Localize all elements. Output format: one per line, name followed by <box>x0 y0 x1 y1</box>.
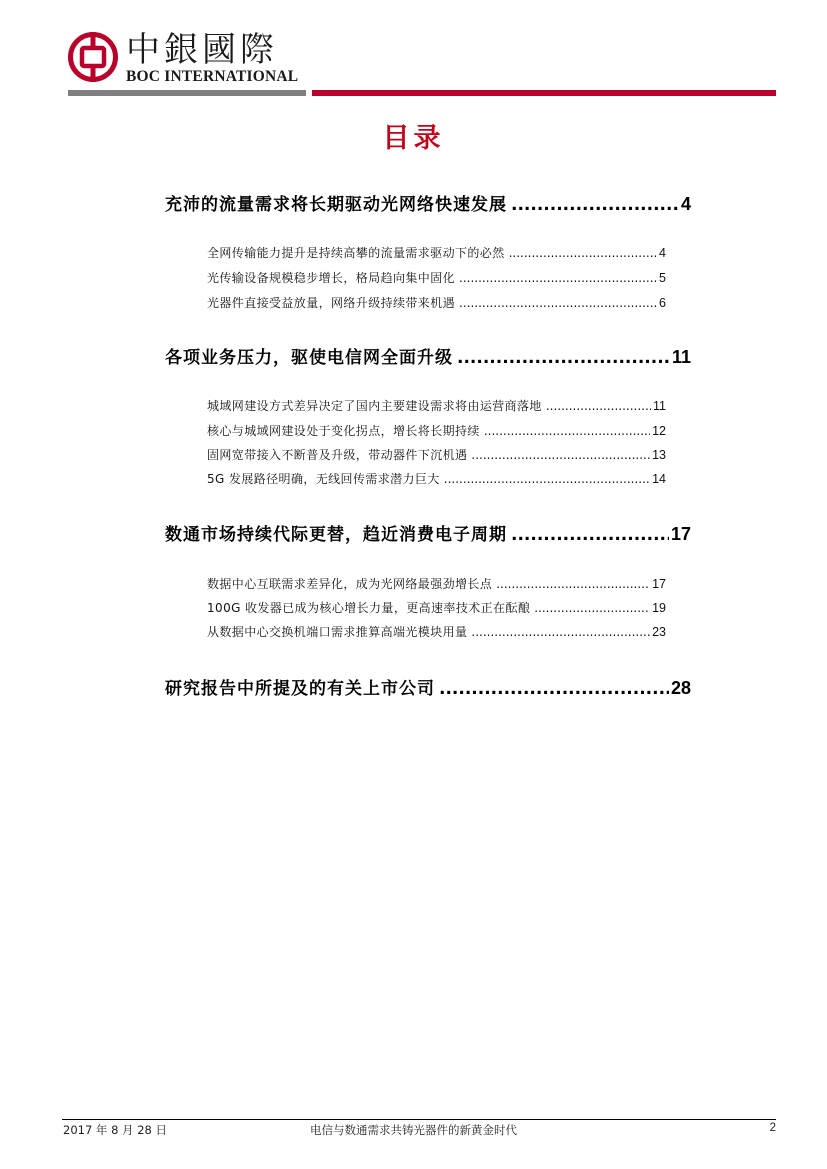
logo-chinese-name: 中銀國際 <box>126 30 278 70</box>
toc-section-title: 充沛的流量需求将长期驱动光网络快速发展 <box>165 195 507 215</box>
footer-rule <box>62 1119 776 1120</box>
dot-leader <box>511 525 669 545</box>
toc-item-2-3[interactable] <box>207 446 666 463</box>
toc-item-2-4[interactable] <box>207 470 666 487</box>
toc-item-page: 6 <box>659 296 666 310</box>
toc-section-2[interactable] <box>165 343 691 368</box>
dot-leader <box>459 296 657 310</box>
toc-item-1-1[interactable] <box>207 244 666 261</box>
toc-section-page: 28 <box>670 678 691 698</box>
toc-item-2-2[interactable] <box>207 422 666 439</box>
toc-section-1[interactable] <box>165 190 691 215</box>
toc-item-page: 11 <box>653 399 666 413</box>
dot-leader <box>509 246 657 260</box>
dot-leader <box>457 348 670 368</box>
footer-document-title: 电信与数通需求共铸光器件的新黄金时代 <box>310 1123 517 1137</box>
dot-leader <box>534 601 650 615</box>
toc-section-title: 研究报告中所提及的有关上市公司 <box>165 679 435 699</box>
toc-item-1-3[interactable] <box>207 294 666 311</box>
toc-item-title: 固网宽带接入不断普及升级，带动器件下沉机遇 <box>207 448 468 462</box>
toc-item-title: 数据中心互联需求差异化，成为光网络最强劲增长点 <box>207 577 493 591</box>
toc-item-page: 4 <box>659 246 666 260</box>
bank-of-china-emblem-icon <box>68 32 118 82</box>
toc-section-3[interactable] <box>165 520 691 545</box>
toc-section-page: 17 <box>670 524 691 544</box>
toc-section-page: 11 <box>671 347 691 367</box>
dot-leader <box>471 448 650 462</box>
logo-english-name: BOC INTERNATIONAL <box>126 68 299 85</box>
toc-section-page: 4 <box>680 194 691 214</box>
footer-page-number: 2 <box>769 1122 776 1134</box>
toc-section-title: 各项业务压力，驱使电信网全面升级 <box>165 348 453 368</box>
dot-leader <box>471 625 650 639</box>
dot-leader <box>484 424 650 438</box>
dot-leader <box>439 679 669 699</box>
toc-item-title: 城域网建设方式差异决定了国内主要建设需求将由运营商落地 <box>207 399 542 413</box>
toc-item-title: 100G 收发器已成为核心增长力量，更高速率技术正在酝酿 <box>207 601 531 615</box>
toc-item-page: 12 <box>652 424 666 438</box>
toc-item-3-3[interactable] <box>207 623 666 640</box>
toc-item-2-1[interactable] <box>207 397 666 414</box>
dot-leader <box>459 271 657 285</box>
toc-item-page: 17 <box>652 577 666 591</box>
header-gray-rule <box>68 90 306 96</box>
toc-item-3-2[interactable] <box>207 599 666 616</box>
toc-section-title: 数通市场持续代际更替，趋近消费电子周期 <box>165 525 507 545</box>
toc-item-title: 全网传输能力提升是持续高攀的流量需求驱动下的必然 <box>207 246 505 260</box>
toc-item-1-2[interactable] <box>207 269 666 286</box>
toc-section-4[interactable] <box>165 674 691 699</box>
dot-leader <box>444 472 650 486</box>
toc-item-page: 23 <box>652 625 666 639</box>
boc-international-logo <box>68 30 308 90</box>
toc-item-page: 13 <box>652 448 666 462</box>
header-red-rule <box>312 90 776 96</box>
dot-leader <box>546 399 651 413</box>
toc-item-page: 14 <box>652 472 666 486</box>
dot-leader <box>511 195 679 215</box>
footer-date: 2017 年 8 月 28 日 <box>63 1123 167 1137</box>
toc-heading: 目录 <box>382 123 445 154</box>
toc-item-title: 光器件直接受益放量，网络升级持续带来机遇 <box>207 296 456 310</box>
toc-item-title: 从数据中心交换机端口需求推算高端光模块用量 <box>207 625 468 639</box>
toc-item-3-1[interactable] <box>207 575 666 592</box>
dot-leader <box>496 577 650 591</box>
toc-item-page: 19 <box>652 601 666 615</box>
toc-item-page: 5 <box>659 271 666 285</box>
toc-item-title: 光传输设备规模稳步增长，格局趋向集中固化 <box>207 271 456 285</box>
toc-item-title: 核心与城域网建设处于变化拐点，增长将长期持续 <box>207 424 480 438</box>
toc-item-title: 5G 发展路径明确，无线回传需求潜力巨大 <box>207 472 440 486</box>
